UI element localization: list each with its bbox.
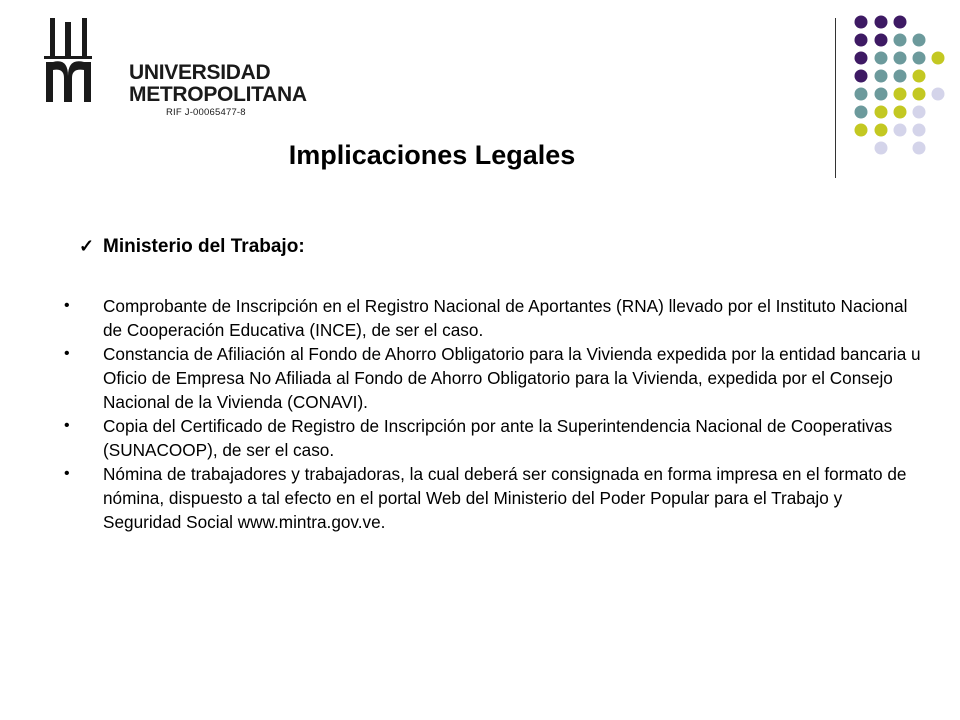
list-item (64, 342, 924, 414)
section-heading (79, 236, 305, 258)
bullet-icon: • (64, 465, 70, 482)
list-item (64, 294, 924, 342)
bullet-icon: • (64, 417, 70, 434)
list-item-text: Constancia de Afiliación al Fondo de Ahorro Obligatorio para la Vivienda expedida por la entidad bancaria u Oficio de Empresa No Afiliada al Fondo de Ahorro Obligatorio para la Vivienda, expedida por el Consejo Nacional de la Vivienda (CONAVI). (103, 344, 921, 412)
dot-grid-circles (855, 16, 945, 155)
section-heading-text: Ministerio del Trabajo: (103, 236, 305, 257)
university-logo (44, 18, 307, 122)
check-icon: ✓ (79, 236, 95, 256)
logo-wordmark (129, 62, 307, 118)
decorative-dot-grid (845, 10, 955, 160)
logo-line-1: UNIVERSIDAD (129, 61, 271, 84)
list-item-text: Comprobante de Inscripción en el Registro Nacional de Aportantes (RNA) llevado por el Instituto Nacional de Cooperación Educativa (INCE), de ser el caso. (103, 296, 908, 340)
bullet-icon: • (64, 297, 70, 314)
logo-emblem-icon (44, 18, 92, 104)
list-item (64, 414, 924, 462)
list-item (64, 462, 924, 534)
requirements-list (64, 294, 924, 534)
logo-line-2: METROPOLITANA (129, 83, 307, 106)
page-title: Implicaciones Legales (288, 140, 576, 170)
list-item-text: Copia del Certificado de Registro de Inscripción por ante la Superintendencia Nacional de Cooperativas (SUNACOOP), de ser el caso. (103, 416, 893, 460)
bullet-icon: • (64, 345, 70, 362)
logo-rif: RIF J-00065477-8 (166, 107, 246, 118)
list-item-text: Nómina de trabajadores y trabajadoras, la cual deberá ser consignada en forma impresa en el formato de nómina, dispuesto a tal efecto en el portal Web del Ministerio del Poder Popular para el Trabajo y Seguridad Social www.mintra.gov.ve. (103, 464, 907, 532)
